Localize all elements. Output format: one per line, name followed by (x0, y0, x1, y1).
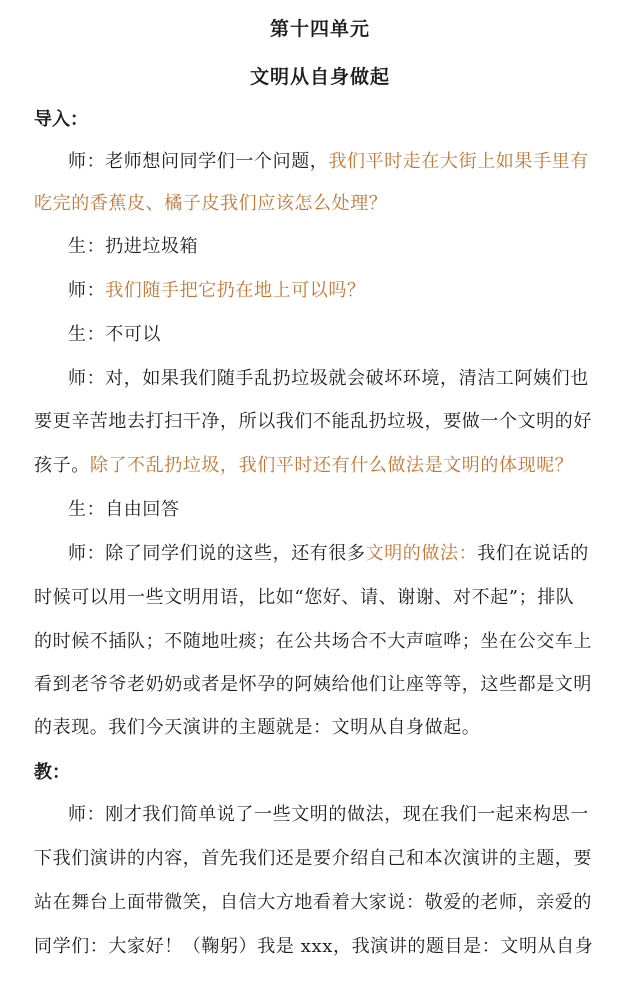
student-answer: 生：扔进垃圾箱 (68, 236, 199, 257)
section-heading-teach: 教： (34, 762, 70, 783)
text-fragment: 我们在说话的 (477, 543, 589, 564)
highlighted-question: 除了不乱扔垃圾，我们平时还有什么做法是文明的体现呢？ (89, 455, 574, 476)
text-fragment: 孩子。 (34, 455, 90, 476)
text-fragment: 师：除了同学们说的这些，还有很多 (68, 543, 366, 564)
highlighted-question: 我们随手把它扔在地上可以吗？ (105, 280, 366, 301)
text-line: 要更辛苦地去打扫干净，所以我们不能乱扔垃圾，要做一个文明的好 (34, 411, 592, 432)
highlighted-question: 我们平时走在大街上如果手里有 (328, 151, 589, 172)
text-line: 下我们演讲的内容，首先我们还是要介绍自己和本次演讲的主题，要 (34, 848, 592, 869)
unit-title: 第十四单元 (269, 18, 370, 40)
text-line (68, 539, 589, 565)
student-answer: 生：自由回答 (68, 499, 180, 520)
text-line: 师：对，如果我们随手乱扔垃圾就会破坏环境，清洁工阿姨们也 (68, 368, 589, 389)
text-line: 师：刚才我们简单说了一些文明的做法，现在我们一起来构思一 (68, 804, 589, 825)
text-line: 同学们：大家好！（鞠躬）我是 xxx，我演讲的题目是：文明从自身 (34, 936, 594, 957)
lesson-subtitle: 文明从自身做起 (249, 66, 390, 88)
text-line: 站在舞台上面带微笑，自信大方地看着大家说：敬爱的老师，亲爱的 (34, 892, 592, 913)
student-answer: 生：不可以 (68, 324, 161, 345)
highlighted-line: 吃完的香蕉皮、橘子皮我们应该怎么处理？ (34, 193, 388, 214)
teacher-question: 师：老师想问同学们一个问题， (68, 151, 329, 172)
highlighted-phrase: 文明的做法： (365, 543, 478, 564)
section-heading-intro: 导入： (34, 109, 88, 130)
text-line: 看到老爷爷老奶奶或者是怀孕的阿姨给他们让座等等，这些都是文明 (34, 674, 592, 695)
text-line: 时候可以用一些文明用语，比如“您好、请、谢谢、对不起”；排队 (34, 587, 575, 608)
text-line: 的表现。我们今天演讲的主题就是：文明从自身做起。 (34, 717, 481, 738)
text-line: 的时候不插队；不随地吐痰；在公共场合不大声喧哗；坐在公交车上 (34, 631, 592, 652)
teacher-label: 师： (68, 280, 106, 301)
text-line (34, 451, 573, 477)
text-line (68, 276, 366, 302)
text-line (68, 147, 589, 173)
